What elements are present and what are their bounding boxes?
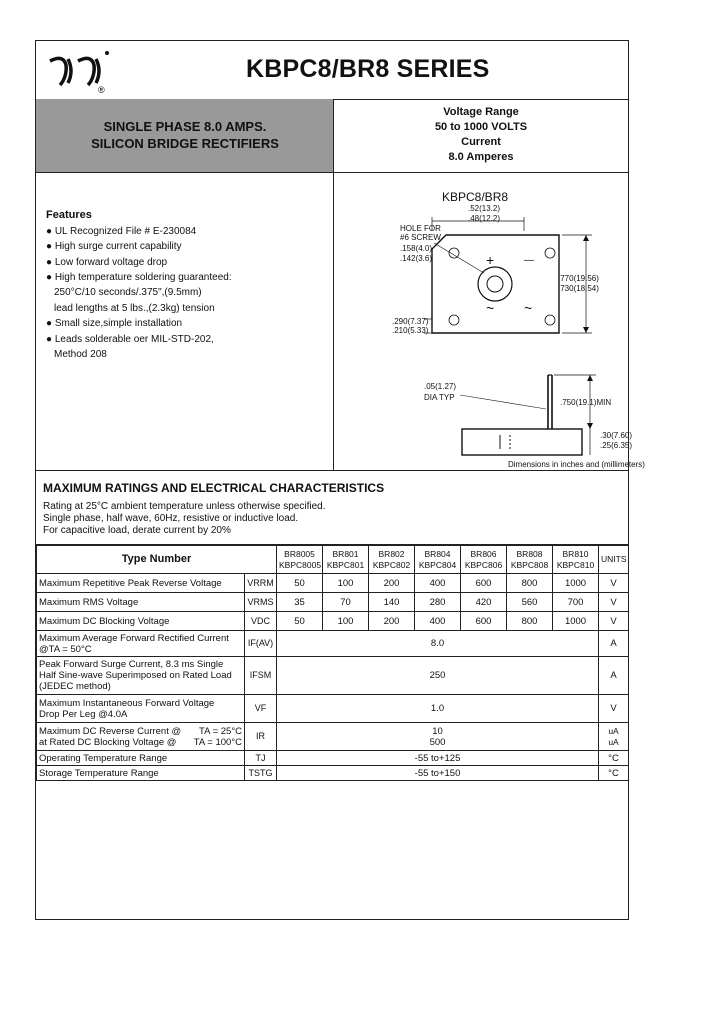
svg-text:®: ® bbox=[98, 85, 105, 95]
datasheet-page bbox=[35, 40, 645, 920]
model-header: BR801 KBPC801 bbox=[323, 546, 369, 574]
table-row: Storage Temperature Range TSTG -55 to+150 °C bbox=[37, 766, 629, 781]
header bbox=[36, 41, 628, 100]
model-header: BR8005 KBPC8005 bbox=[277, 546, 323, 574]
current-label: Current bbox=[461, 136, 501, 148]
units-header: UNITS bbox=[599, 546, 629, 574]
company-logo-icon bbox=[46, 47, 116, 95]
terminal-plus-label: + bbox=[486, 252, 495, 268]
dim-height-min: .730(18.54) bbox=[558, 284, 599, 293]
package-body-top-view bbox=[432, 235, 559, 333]
ratings-notes bbox=[36, 471, 628, 545]
table-row: Maximum RMS Voltage VRMS 35 70 140 280 420 560 700 V bbox=[37, 593, 629, 612]
hole-label-2: #6 SCREW bbox=[400, 233, 441, 242]
ratings-note-3: For capacitive load, derate current by 20% bbox=[43, 525, 231, 536]
voltage-range-value: 50 to 1000 VOLTS bbox=[434, 121, 528, 133]
ratings-summary bbox=[334, 99, 628, 173]
table-row: Operating Temperature Range TJ -55 to+125 °C bbox=[37, 751, 629, 766]
feature-item: ● High temperature soldering guaranteed: bbox=[46, 272, 232, 283]
dim-lead-length: .750(19.1)MIN bbox=[560, 398, 612, 407]
terminal-ac-label: ~ bbox=[486, 300, 495, 316]
feature-item: ● Low forward voltage drop bbox=[46, 257, 168, 268]
product-band bbox=[36, 99, 334, 173]
dim-lead-spacing-min: .210(5.33) bbox=[392, 326, 429, 335]
table-row: Maximum DC Blocking Voltage VDC 50 100 200 400 600 800 1000 V bbox=[37, 612, 629, 631]
feature-item: ● High surge current capability bbox=[46, 241, 182, 252]
feature-item: ● Small size,simple installation bbox=[46, 318, 183, 329]
dim-height-max: .770(19.56) bbox=[558, 274, 599, 283]
ratings-heading: MAXIMUM RATINGS AND ELECTRICAL CHARACTERISTICS bbox=[43, 481, 385, 495]
hole-label-1: HOLE FOR bbox=[400, 224, 441, 233]
feature-item-continuation: lead lengths at 5 lbs.,(2.3kg) tension bbox=[54, 303, 215, 314]
table-header-row bbox=[37, 546, 629, 574]
product-line-2: SILICON BRIDGE RECTIFIERS bbox=[91, 136, 279, 151]
package-title: KBPC8/BR8 bbox=[442, 190, 509, 204]
package-body-side-view bbox=[462, 429, 582, 455]
feature-item-continuation: 250°C/10 seconds/.375",(9.5mm) bbox=[54, 287, 202, 298]
dim-hole-max: .158(4.0) bbox=[400, 244, 433, 253]
dim-lead-diameter-note: DIA TYP bbox=[424, 393, 455, 402]
product-line-1: SINGLE PHASE 8.0 AMPS. bbox=[103, 119, 267, 134]
model-header: BR810 KBPC810 bbox=[553, 546, 599, 574]
dim-width-min: .48(12.2) bbox=[468, 214, 501, 223]
ratings-note-2: Single phase, half wave, 60Hz, resistive or inductive load. bbox=[43, 513, 299, 524]
model-header: BR802 KBPC802 bbox=[369, 546, 415, 574]
current-value: 8.0 Amperes bbox=[448, 151, 514, 163]
model-header: BR806 KBPC806 bbox=[461, 546, 507, 574]
model-header: BR808 KBPC808 bbox=[507, 546, 553, 574]
dim-width-max: .52(13.2) bbox=[468, 204, 501, 213]
features-section bbox=[36, 173, 334, 471]
terminal-minus-label: — bbox=[524, 255, 534, 266]
table-row: Maximum Repetitive Peak Reverse Voltage VRRM 50 100 200 400 600 800 1000 V bbox=[37, 574, 629, 593]
dimensions-note: Dimensions in inches and (millimeters) bbox=[508, 460, 645, 469]
table-row: Peak Forward Surge Current, 8.3 ms Single Half Sine-wave Superimposed on Rated Load (JEDEC method) IFSM 250 A bbox=[37, 657, 629, 695]
table-row: Maximum Instantaneous Forward Voltage Drop Per Leg @4.0A VF 1.0 V bbox=[37, 695, 629, 723]
feature-item: ● Leads solderable oer MIL-STD-202, bbox=[46, 334, 214, 345]
dim-hole-min: .142(3.6) bbox=[400, 254, 433, 263]
terminal-ac-label: ~ bbox=[524, 300, 533, 316]
package-outline-diagram bbox=[334, 173, 645, 471]
dim-body-max: .30(7.60) bbox=[600, 431, 633, 440]
dim-body-min: .25(6.35) bbox=[600, 441, 633, 450]
features-title: Features bbox=[46, 209, 92, 221]
voltage-range-label: Voltage Range bbox=[443, 106, 519, 118]
model-header: BR804 KBPC804 bbox=[415, 546, 461, 574]
characteristics-table bbox=[36, 545, 629, 781]
series-title: KBPC8/BR8 SERIES bbox=[246, 55, 490, 83]
table-row: Maximum Average Forward Rectified Current @TA = 50°C IF(AV) 8.0 A bbox=[37, 631, 629, 657]
feature-item: ● UL Recognized File # E-230084 bbox=[46, 226, 197, 237]
ratings-note-1: Rating at 25°C ambient temperature unless otherwise specified. bbox=[43, 501, 326, 512]
dim-lead-spacing-max: .290(7.37) bbox=[392, 317, 429, 326]
table-row: Maximum DC Reverse Current @ TA = 25°C at Rated DC Blocking Voltage @ TA = 100°C IR 10 500 uA uA bbox=[37, 723, 629, 751]
feature-item-continuation: Method 208 bbox=[54, 349, 107, 360]
dim-lead-diameter: .05(1.27) bbox=[424, 382, 457, 391]
type-number-header: Type Number bbox=[37, 546, 277, 574]
